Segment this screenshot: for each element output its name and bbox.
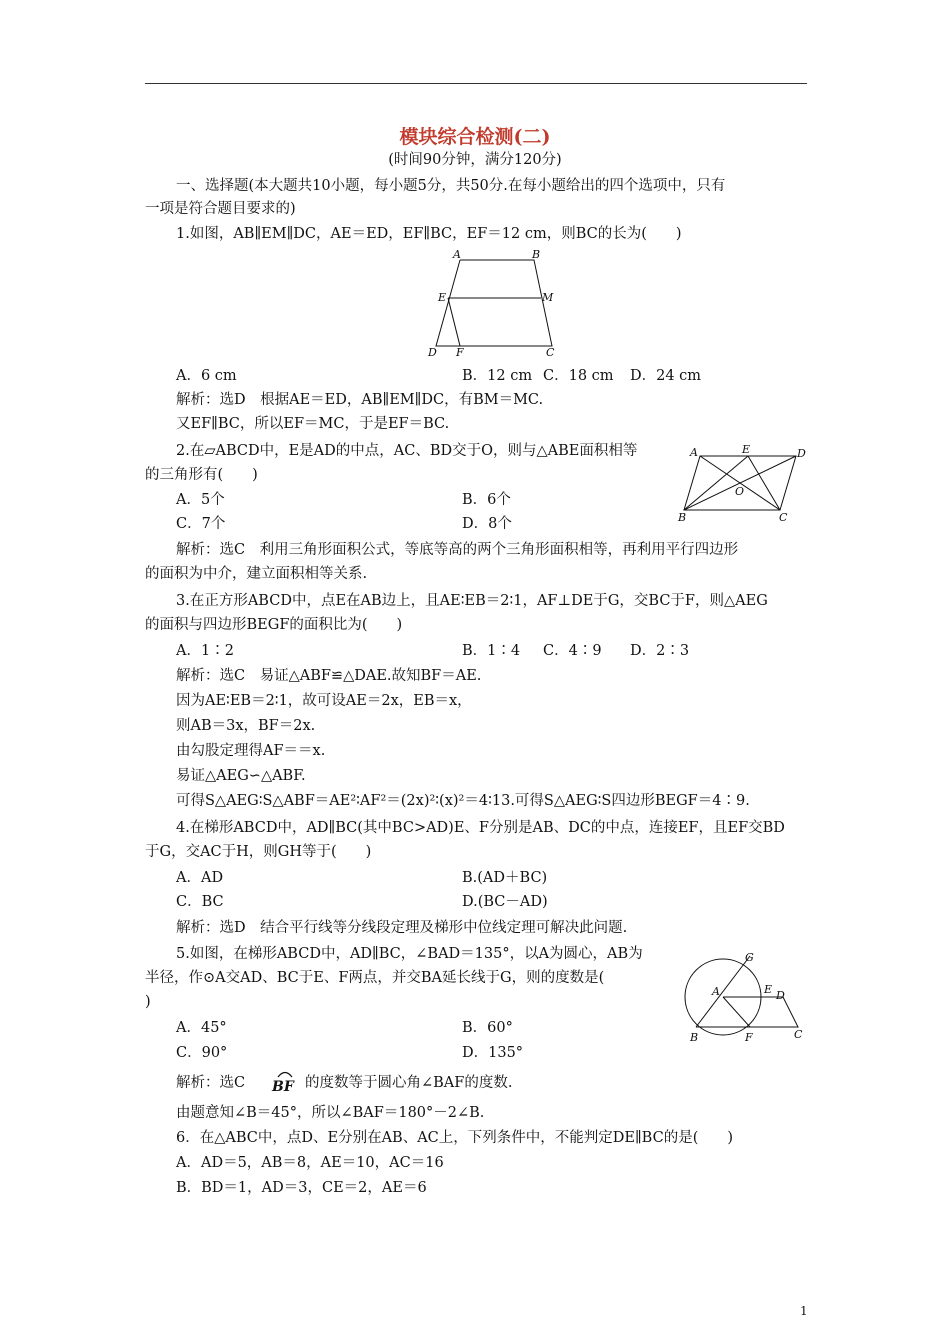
q5-label-f: F bbox=[745, 1031, 753, 1044]
q1-solution: 解析：选D 根据AE＝ED，AB∥EM∥DC，有BM＝MC. bbox=[176, 392, 544, 408]
q3-solution-line: 因为AE∶EB＝2∶1，故可设AE＝2x，EB＝x， bbox=[176, 693, 472, 709]
q1-figure bbox=[420, 248, 565, 360]
q2-option-d: D．8个 bbox=[462, 516, 512, 532]
q4-option-d: D.(BC－AD) bbox=[462, 894, 548, 910]
page-title: 模块综合检测(二) bbox=[399, 126, 551, 148]
q4-stem: 4.在梯形ABCD中，AD∥BC(其中BC>AD)E、F分别是AB、DC的中点，连接EF，且EF交BD bbox=[176, 820, 785, 836]
q2-solution: 解析：选C 利用三角形面积公式，等底等高的两个三角形面积相等，再利用平行四边形 bbox=[176, 542, 739, 558]
q5-label-a: A bbox=[712, 985, 720, 998]
q1-solution-cont: 又EF∥BC，所以EF＝MC，于是EF＝BC. bbox=[176, 416, 450, 432]
q3-solution-line: 可得S△AEG∶S△ABF＝AE²∶AF²＝(2x)²∶(x)²＝4∶13.可得S△AEG∶S四边形BEGF＝4∶9. bbox=[176, 793, 750, 809]
q1-label-e: E bbox=[438, 291, 447, 304]
q5-arc-mark bbox=[276, 1068, 294, 1078]
q2-solution-cont: 的面积为中介，建立面积相等关系. bbox=[145, 566, 368, 582]
page-subtitle: (时间90分钟，满分120分) bbox=[388, 152, 562, 168]
q5-option-c: C．90° bbox=[176, 1045, 228, 1061]
q2-option-a: A．5个 bbox=[176, 492, 225, 508]
q1-option-a: A．6 cm bbox=[176, 368, 237, 384]
q5-label-d: D bbox=[776, 989, 785, 1002]
q5-stem-end: ) bbox=[145, 994, 151, 1010]
section-heading-cont: 一项是符合题目要求的) bbox=[145, 201, 296, 217]
q3-solution-line: 由勾股定理得AF＝＝x. bbox=[176, 743, 326, 759]
q4-solution: 解析：选D 结合平行线等分线段定理及梯形中位线定理可解决此问题. bbox=[176, 920, 628, 936]
q2-figure bbox=[676, 442, 814, 526]
q3-option-a: A．1∶2 bbox=[176, 643, 234, 659]
q5-solution: 的度数等于圆心角∠BAF的度数. bbox=[305, 1075, 513, 1091]
q5-arc-label: BF bbox=[272, 1079, 294, 1095]
q5-label-c: C bbox=[794, 1028, 803, 1041]
q5-label-e: E bbox=[764, 983, 773, 996]
q5-option-b: B．60° bbox=[462, 1020, 513, 1036]
q3-solution-line: 解析：选C 易证△ABF≌△DAE.故知BF＝AE. bbox=[176, 668, 482, 684]
q3-option-c: C．4∶9 bbox=[543, 643, 602, 659]
q1-option-b: B．12 cm bbox=[462, 368, 533, 384]
q6-option-b: B．BD＝1，AD＝3，CE＝2，AE＝6 bbox=[176, 1180, 427, 1196]
q4-option-b: B.(AD＋BC) bbox=[462, 870, 548, 886]
q2-label-o: O bbox=[735, 485, 745, 498]
q1-option-c: C．18 cm bbox=[543, 368, 614, 384]
q2-label-e: E bbox=[742, 443, 751, 456]
q6-option-a: A．AD＝5，AB＝8，AE＝10，AC＝16 bbox=[176, 1155, 444, 1171]
q4-option-c: C．BC bbox=[176, 894, 224, 910]
q5-solution-prefix: 解析：选C bbox=[176, 1075, 246, 1091]
q3-option-d: D．2∶3 bbox=[630, 643, 690, 659]
q1-label-f: F bbox=[456, 346, 464, 359]
q2-label-c: C bbox=[779, 511, 788, 524]
page-number: 1 bbox=[800, 1304, 808, 1318]
q2-option-c: C．7个 bbox=[176, 516, 226, 532]
q4-option-a: A．AD bbox=[176, 870, 224, 886]
q2-stem-cont: 的三角形有( ) bbox=[145, 467, 258, 483]
q2-label-b: B bbox=[678, 511, 687, 524]
q3-stem: 3.在正方形ABCD中，点E在AB边上，且AE∶EB＝2∶1，AF⊥DE于G，交BC于F，则△AEG bbox=[176, 593, 768, 609]
header-rule bbox=[145, 83, 807, 84]
q1-label-b: B bbox=[532, 248, 541, 261]
q1-option-d: D．24 cm bbox=[630, 368, 702, 384]
q3-stem-cont: 的面积与四边形BEGF的面积比为( ) bbox=[145, 617, 403, 633]
q1-label-m: M bbox=[542, 291, 554, 304]
q6-stem: 6．在△ABC中，点D、E分别在AB、AC上，下列条件中，不能判定DE∥BC的是( ) bbox=[176, 1130, 734, 1146]
q5-solution-cont: 由题意知∠B＝45°，所以∠BAF＝180°－2∠B. bbox=[176, 1105, 485, 1121]
q3-option-b: B．1∶4 bbox=[462, 643, 521, 659]
q2-option-b: B．6个 bbox=[462, 492, 511, 508]
q5-option-d: D．135° bbox=[462, 1045, 524, 1061]
section-heading: 一、选择题(本大题共10小题，每小题5分，共50分.在每小题给出的四个选项中，只有 bbox=[176, 178, 726, 194]
q5-stem: 5.如图，在梯形ABCD中，AD∥BC，∠BAD＝135°，以A为圆心，AB为 bbox=[176, 946, 643, 962]
q5-figure bbox=[676, 950, 816, 1046]
q2-stem: 2.在▱ABCD中，E是AD的中点，AC、BD交于O，则与△ABE面积相等 bbox=[176, 443, 638, 459]
q2-label-a: A bbox=[690, 446, 698, 459]
q2-label-d: D bbox=[797, 447, 806, 460]
q1-label-c: C bbox=[546, 346, 555, 359]
q5-stem-cont: 半径，作⊙A交AD、BC于E、F两点，并交BA延长线于G，则的度数是( bbox=[145, 970, 605, 986]
q3-solution-line: 易证△AEG∽△ABF. bbox=[176, 768, 306, 784]
q5-label-b: B bbox=[690, 1031, 699, 1044]
q1-stem: 1.如图，AB∥EM∥DC，AE＝ED，EF∥BC，EF＝12 cm，则BC的长为( ) bbox=[176, 226, 682, 242]
q1-label-a: A bbox=[453, 248, 461, 261]
q4-stem-cont: 于G，交AC于H，则GH等于( ) bbox=[145, 844, 372, 860]
q5-option-a: A．45° bbox=[176, 1020, 227, 1036]
q3-solution-line: 则AB＝3x，BF＝2x. bbox=[176, 718, 316, 734]
q5-label-g: G bbox=[745, 951, 754, 964]
q1-label-d: D bbox=[428, 346, 437, 359]
